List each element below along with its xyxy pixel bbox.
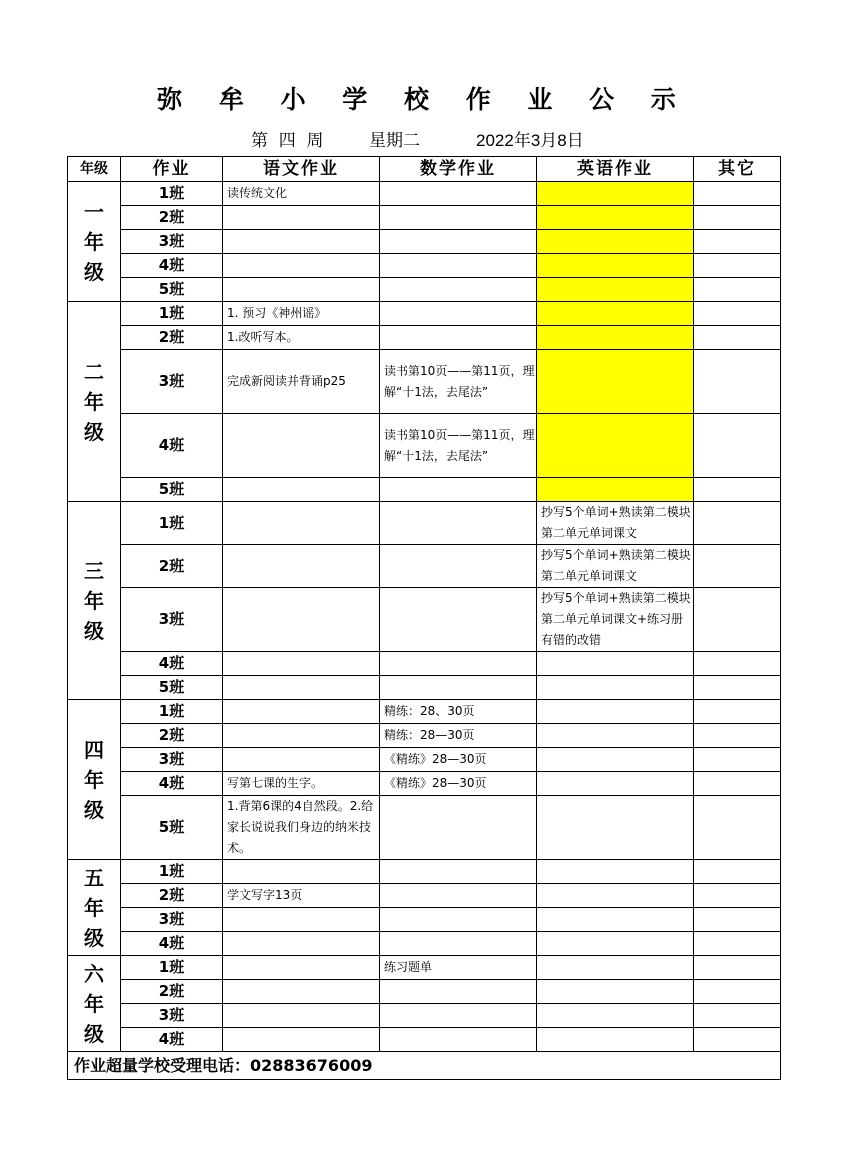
english-cell [537, 326, 694, 350]
other-cell [694, 908, 781, 932]
chinese-cell [223, 478, 380, 502]
english-cell [537, 230, 694, 254]
header-other: 其它 [694, 157, 781, 182]
table-row [68, 652, 781, 676]
english-cell: 抄写5个单词+熟读第二模块第二单元单词课文+练习册有错的改错 [537, 588, 694, 652]
english-cell [537, 724, 694, 748]
english-cell [537, 772, 694, 796]
other-cell [694, 545, 781, 588]
other-cell [694, 254, 781, 278]
english-cell [537, 1004, 694, 1028]
chinese-cell [223, 414, 380, 478]
footer-row [68, 1052, 781, 1080]
other-cell [694, 860, 781, 884]
class-label: 5班 [121, 676, 223, 700]
header-grade: 年级 [68, 157, 121, 182]
english-cell [537, 956, 694, 980]
table-row [68, 884, 781, 908]
complaint-hotline: 作业超量学校受理电话：02883676009 [68, 1052, 781, 1080]
english-cell [537, 182, 694, 206]
other-cell [694, 932, 781, 956]
chinese-cell [223, 1004, 380, 1028]
class-label: 3班 [121, 748, 223, 772]
weekday-label: 星期二 [369, 131, 420, 150]
grade-label: 五年级 [68, 860, 121, 956]
class-label: 2班 [121, 884, 223, 908]
math-cell [380, 1004, 537, 1028]
math-cell [380, 860, 537, 884]
class-label: 1班 [121, 860, 223, 884]
class-label: 5班 [121, 796, 223, 860]
chinese-cell [223, 206, 380, 230]
other-cell [694, 724, 781, 748]
class-label: 2班 [121, 724, 223, 748]
other-cell [694, 884, 781, 908]
table-row [68, 588, 781, 652]
class-label: 4班 [121, 1028, 223, 1052]
math-cell [380, 652, 537, 676]
class-label: 3班 [121, 230, 223, 254]
chinese-cell: 读传统文化 [223, 182, 380, 206]
table-row [68, 932, 781, 956]
class-label: 2班 [121, 326, 223, 350]
english-cell [537, 414, 694, 478]
class-label: 4班 [121, 772, 223, 796]
other-cell [694, 748, 781, 772]
chinese-cell [223, 956, 380, 980]
english-cell [537, 980, 694, 1004]
chinese-cell [223, 748, 380, 772]
chinese-cell [223, 700, 380, 724]
chinese-cell: 1.背第6课的4自然段。2.给家长说说我们身边的纳米技术。 [223, 796, 380, 860]
date-label: 2022年3月8日 [476, 131, 584, 150]
class-label: 3班 [121, 1004, 223, 1028]
math-cell [380, 545, 537, 588]
other-cell [694, 796, 781, 860]
table-row [68, 230, 781, 254]
english-cell [537, 748, 694, 772]
chinese-cell [223, 860, 380, 884]
table-row [68, 414, 781, 478]
math-cell [380, 206, 537, 230]
class-label: 1班 [121, 502, 223, 545]
class-label: 4班 [121, 932, 223, 956]
math-cell [380, 1028, 537, 1052]
table-row [68, 724, 781, 748]
english-cell [537, 350, 694, 414]
english-cell: 抄写5个单词+熟读第二模块第二单元单词课文 [537, 545, 694, 588]
english-cell [537, 1028, 694, 1052]
math-cell: 精练：28—30页 [380, 724, 537, 748]
chinese-cell [223, 502, 380, 545]
english-cell [537, 932, 694, 956]
table-row [68, 956, 781, 980]
english-cell [537, 884, 694, 908]
math-cell [380, 254, 537, 278]
english-cell [537, 278, 694, 302]
math-cell [380, 908, 537, 932]
class-label: 1班 [121, 956, 223, 980]
english-cell: 抄写5个单词+熟读第二模块第二单元单词课文 [537, 502, 694, 545]
math-cell [380, 980, 537, 1004]
english-cell [537, 676, 694, 700]
chinese-cell: 1. 预习《神州谣》 [223, 302, 380, 326]
chinese-cell [223, 932, 380, 956]
class-label: 4班 [121, 414, 223, 478]
math-cell: 读书第10页——第11页，理解“十1法，去尾法” [380, 350, 537, 414]
chinese-cell [223, 980, 380, 1004]
other-cell [694, 478, 781, 502]
chinese-cell [223, 1028, 380, 1052]
math-cell: 练习题单 [380, 956, 537, 980]
other-cell [694, 652, 781, 676]
class-label: 4班 [121, 652, 223, 676]
other-cell [694, 414, 781, 478]
other-cell [694, 206, 781, 230]
table-row [68, 182, 781, 206]
math-cell: 《精练》28—30页 [380, 772, 537, 796]
class-label: 1班 [121, 182, 223, 206]
math-cell [380, 478, 537, 502]
english-cell [537, 796, 694, 860]
math-cell [380, 676, 537, 700]
chinese-cell [223, 230, 380, 254]
other-cell [694, 502, 781, 545]
table-row [68, 980, 781, 1004]
chinese-cell: 完成新阅读并背诵p25 [223, 350, 380, 414]
class-label: 4班 [121, 254, 223, 278]
math-cell: 《精练》28—30页 [380, 748, 537, 772]
math-cell [380, 884, 537, 908]
math-cell [380, 278, 537, 302]
other-cell [694, 1028, 781, 1052]
class-label: 1班 [121, 302, 223, 326]
header-homework: 作业 [121, 157, 223, 182]
header-chinese: 语文作业 [223, 157, 380, 182]
class-label: 2班 [121, 980, 223, 1004]
grade-label: 二年级 [68, 302, 121, 502]
other-cell [694, 700, 781, 724]
class-label: 1班 [121, 700, 223, 724]
english-cell [537, 700, 694, 724]
class-label: 5班 [121, 478, 223, 502]
chinese-cell [223, 588, 380, 652]
table-row [68, 502, 781, 545]
math-cell [380, 182, 537, 206]
table-row [68, 796, 781, 860]
table-row [68, 206, 781, 230]
chinese-cell: 学文写字13页 [223, 884, 380, 908]
chinese-cell [223, 908, 380, 932]
table-row [68, 278, 781, 302]
math-cell [380, 502, 537, 545]
other-cell [694, 230, 781, 254]
grade-label: 四年级 [68, 700, 121, 860]
table-row [68, 350, 781, 414]
chinese-cell: 1.改听写本。 [223, 326, 380, 350]
math-cell: 精练：28、30页 [380, 700, 537, 724]
class-label: 3班 [121, 908, 223, 932]
table-row [68, 302, 781, 326]
math-cell [380, 326, 537, 350]
table-row [68, 860, 781, 884]
english-cell [537, 302, 694, 326]
english-cell [537, 206, 694, 230]
other-cell [694, 182, 781, 206]
class-label: 2班 [121, 545, 223, 588]
table-row [68, 1004, 781, 1028]
week-label: 第 四 周 [251, 131, 327, 150]
header-english: 英语作业 [537, 157, 694, 182]
header-row [68, 157, 781, 182]
other-cell [694, 278, 781, 302]
class-label: 2班 [121, 206, 223, 230]
chinese-cell [223, 545, 380, 588]
chinese-cell: 写第七课的生字。 [223, 772, 380, 796]
table-row [68, 545, 781, 588]
homework-table [67, 156, 781, 1080]
class-label: 3班 [121, 588, 223, 652]
english-cell [537, 254, 694, 278]
class-label: 5班 [121, 278, 223, 302]
subtitle [0, 126, 847, 150]
other-cell [694, 676, 781, 700]
class-label: 3班 [121, 350, 223, 414]
chinese-cell [223, 278, 380, 302]
grade-label: 六年级 [68, 956, 121, 1052]
table-row [68, 254, 781, 278]
other-cell [694, 772, 781, 796]
table-row [68, 700, 781, 724]
other-cell [694, 1004, 781, 1028]
table-row [68, 748, 781, 772]
chinese-cell [223, 652, 380, 676]
grade-label: 一年级 [68, 182, 121, 302]
grade-label: 三年级 [68, 502, 121, 700]
table-row [68, 1028, 781, 1052]
other-cell [694, 326, 781, 350]
other-cell [694, 302, 781, 326]
math-cell [380, 230, 537, 254]
other-cell [694, 588, 781, 652]
math-cell: 读书第10页——第11页，理解“十1法，去尾法” [380, 414, 537, 478]
table-row [68, 676, 781, 700]
header-math: 数学作业 [380, 157, 537, 182]
english-cell [537, 908, 694, 932]
math-cell [380, 302, 537, 326]
chinese-cell [223, 724, 380, 748]
english-cell [537, 860, 694, 884]
table-row [68, 478, 781, 502]
other-cell [694, 350, 781, 414]
english-cell [537, 652, 694, 676]
chinese-cell [223, 676, 380, 700]
math-cell [380, 588, 537, 652]
chinese-cell [223, 254, 380, 278]
math-cell [380, 796, 537, 860]
table-row [68, 908, 781, 932]
other-cell [694, 980, 781, 1004]
math-cell [380, 932, 537, 956]
english-cell [537, 478, 694, 502]
table-row [68, 772, 781, 796]
page-title: 弥 牟 小 学 校 作 业 公 示 [157, 85, 690, 114]
table-row [68, 326, 781, 350]
other-cell [694, 956, 781, 980]
